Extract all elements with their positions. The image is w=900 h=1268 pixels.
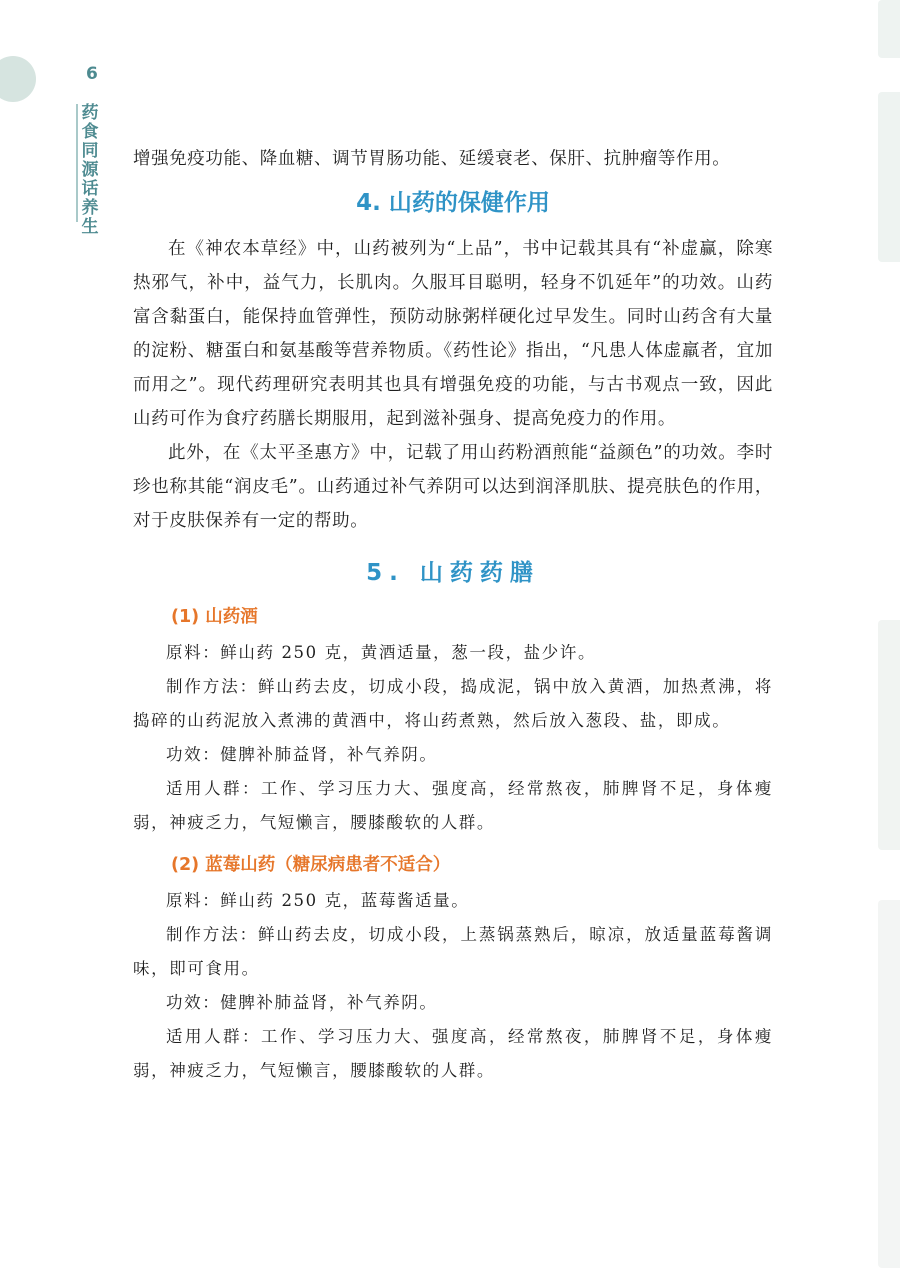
recipe-1-effect: 功效：健脾补肺益肾，补气养阴。	[166, 745, 438, 764]
running-head-divider	[76, 104, 78, 222]
page-body	[133, 142, 773, 1088]
section-4-heading: 4. 山药的保健作用	[356, 190, 550, 216]
recipe-2-method: 制作方法：鲜山药去皮，切成小段，上蒸锅蒸熟后，晾凉，放适量蓝莓酱调味，即可食用。	[133, 925, 773, 978]
decorative-edge-stripe	[878, 0, 900, 58]
intro-line: 增强免疫功能、降血糖、调节胃肠功能、延缓衰老、保肝、抗肿瘤等作用。	[133, 149, 731, 169]
recipe-2-effect: 功效：健脾补肺益肾，补气养阴。	[166, 993, 438, 1012]
page-number: 6	[86, 64, 98, 84]
decorative-edge-stripe	[878, 620, 900, 850]
recipe-2-ingredients: 原料：鲜山药 250 克，蓝莓酱适量。	[166, 891, 470, 910]
recipe-2-suitable: 适用人群：工作、学习压力大、强度高，经常熬夜，肺脾肾不足，身体瘦弱，神疲乏力，气短懒言，腰膝酸软的人群。	[133, 1027, 773, 1080]
section-4-paragraph-1: 在《神农本草经》中，山药被列为“上品”，书中记载其具有“补虚赢，除寒热邪气，补中，益气力，长肌肉。久服耳目聪明，轻身不饥延年”的功效。山药富含黏蛋白，能保持血管弹性，预防动脉粥样硬化过早发生。同时山药含有大量的淀粉、糖蛋白和氨基酸等营养物质。《药性论》指出，“凡患人体虚羸者，宜加而用之”。现代药理研究表明其也具有增强免疫的功能，与古书观点一致，因此山药可作为食疗药膳长期服用，起到滋补强身、提高免疫力的作用。	[133, 239, 773, 429]
decorative-edge-stripe	[878, 900, 900, 1268]
recipe-1-method: 制作方法：鲜山药去皮，切成小段，捣成泥，锅中放入黄酒，加热煮沸，将捣碎的山药泥放入煮沸的黄酒中，将山药煮熟，然后放入葱段、盐，即成。	[133, 677, 773, 730]
recipe-1-title: (1) 山药酒	[171, 607, 258, 627]
recipe-2-title: (2) 蓝莓山药（糖尿病患者不适合）	[171, 855, 451, 875]
section-5-heading: 5. 山药药膳	[366, 560, 540, 586]
page-tab-circle	[0, 56, 36, 102]
decorative-edge-stripe	[878, 92, 900, 262]
recipe-1-suitable: 适用人群：工作、学习压力大、强度高，经常熬夜，肺脾肾不足，身体瘦弱，神疲乏力，气短懒言，腰膝酸软的人群。	[133, 779, 773, 832]
section-4-paragraph-2: 此外，在《太平圣惠方》中，记载了用山药粉酒煎能“益颜色”的功效。李时珍也称其能“润皮毛”。山药通过补气养阴可以达到润泽肌肤、提亮肤色的作用，对于皮肤保养有一定的帮助。	[133, 443, 773, 531]
running-head: 药食同源话养生	[81, 103, 99, 237]
recipe-1-ingredients: 原料：鲜山药 250 克，黄酒适量，葱一段，盐少许。	[166, 643, 597, 662]
